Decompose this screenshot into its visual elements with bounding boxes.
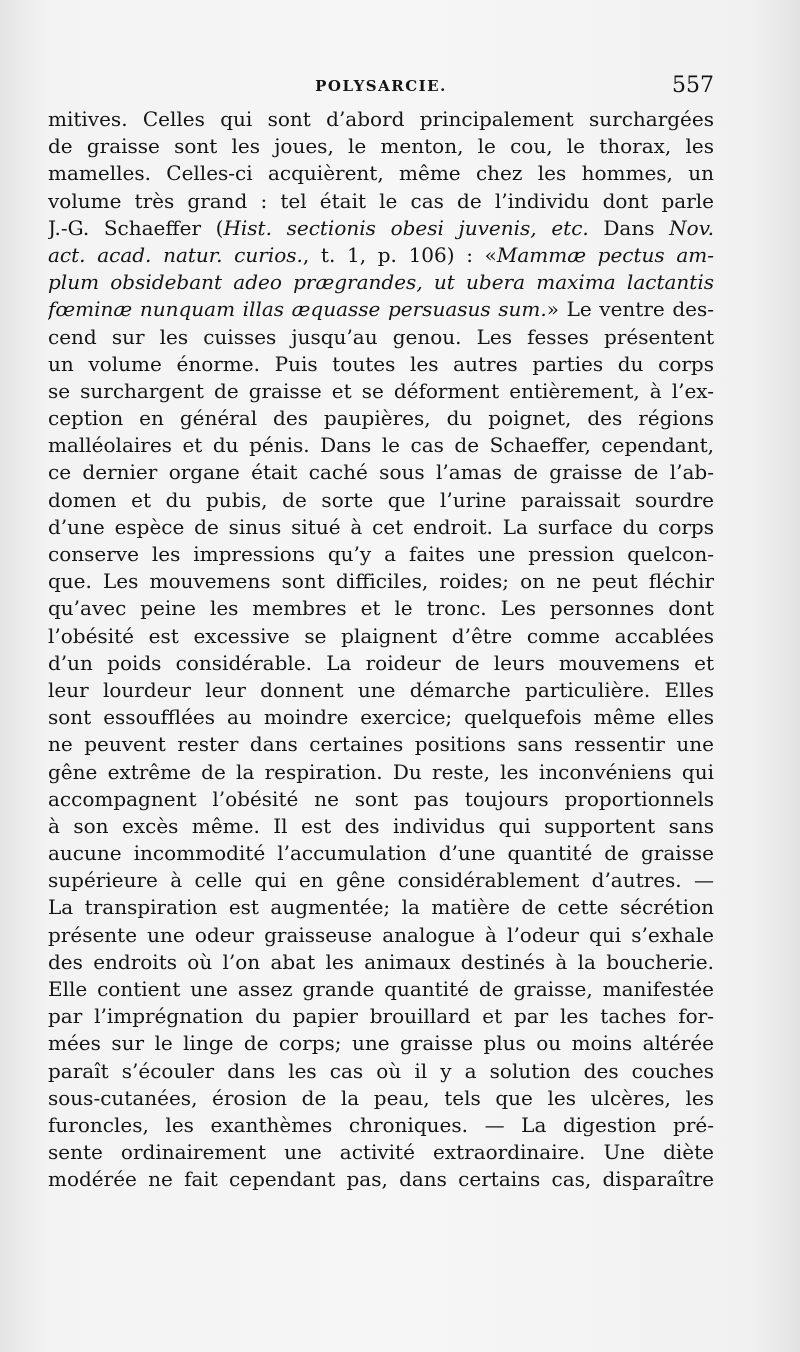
text-line [48, 215, 714, 242]
text-segment: leur lourdeur leur donnent une démarche particulière. Elles [48, 677, 714, 702]
text-line [48, 269, 714, 296]
text-segment: ne peuvent rester dans certaines positions sans ressentir une [48, 732, 714, 757]
italic-text-segment: act. acad. natur. curios. [48, 242, 303, 267]
text-segment: Elle contient une assez grande quantité de graisse, manifestée [48, 977, 714, 1001]
text-line [48, 459, 714, 486]
text-line [48, 1112, 714, 1139]
text-line [48, 405, 714, 432]
text-segment: aucune incommodité l’accumulation d’une quantité de graisse [48, 841, 714, 866]
text-segment: J.-G. Schaeffer ( [48, 215, 224, 240]
text-line [48, 1030, 714, 1057]
italic-text-segment: Nov. [669, 215, 714, 240]
text-line [48, 188, 714, 215]
text-line [48, 160, 714, 187]
italic-text-segment: Hist. sectionis obesi juvenis, etc. [223, 215, 589, 240]
text-line [48, 922, 714, 949]
text-line [48, 541, 714, 568]
text-line [48, 296, 714, 323]
text-segment: La transpiration est augmentée; la matière de cette sécrétion [48, 895, 714, 920]
italic-text-segment: Mammæ pectus am- [496, 242, 714, 267]
text-line [48, 759, 714, 786]
text-segment: malléolaires et du pénis. Dans le cas de Schaeffer, cependant, [48, 433, 714, 458]
text-segment: supérieure à celle qui en gêne considérablement d’autres. — [48, 868, 714, 893]
text-segment: paraît s’écouler dans les cas où il y a solution des couches [48, 1058, 714, 1083]
body-text [48, 106, 714, 1194]
text-segment: ce dernier organe était caché sous l’amas de graisse de l’ab- [48, 460, 714, 485]
text-segment: l’obésité est excessive se plaignent d’être comme accablées [48, 623, 714, 648]
text-segment: » Le ventre des- [546, 297, 714, 322]
text-line [48, 378, 714, 405]
text-segment: qu’avec peine les membres et le tronc. Les personnes dont [48, 596, 714, 621]
text-line [48, 242, 714, 269]
text-segment: mées sur le linge de corps; une graisse plus ou moins altérée [48, 1031, 714, 1056]
page-header [48, 73, 714, 103]
text-line [48, 133, 714, 160]
text-line [48, 1166, 714, 1193]
text-line [48, 1003, 714, 1030]
text-line [48, 650, 714, 677]
text-segment: que. Les mouvemens sont difficiles, roides; on ne peut fléchir [48, 569, 714, 594]
text-line [48, 976, 714, 1003]
text-segment: des endroits où l’on abat les animaux destinés à la boucherie. [48, 949, 714, 974]
text-line [48, 677, 714, 704]
text-line [48, 813, 714, 840]
text-segment: gêne extrême de la respiration. Du reste, les inconvéniens qui [48, 759, 714, 784]
italic-text-segment: fœminæ nunquam illas æquasse persuasus sum. [48, 297, 547, 322]
running-title: POLYSARCIE. [315, 77, 447, 95]
text-line [48, 623, 714, 650]
text-segment: présente une odeur graisseuse analogue à l’odeur qui s’exhale [48, 922, 714, 947]
text-line [48, 704, 714, 731]
text-line [48, 867, 714, 894]
text-line [48, 568, 714, 595]
text-line [48, 595, 714, 622]
text-segment: sous-cutanées, érosion de la peau, tels que les ulcères, les [48, 1085, 714, 1110]
italic-text-segment: plum obsidebant adeo prægrandes, ut ubera maxima lactantis [48, 270, 714, 295]
text-segment: accompagnent l’obésité ne sont pas toujours proportionnels [48, 786, 714, 811]
text-line [48, 731, 714, 758]
text-line [48, 949, 714, 976]
text-segment: mitives. Celles qui sont d’abord principalement surchargées [48, 107, 714, 131]
text-line [48, 840, 714, 867]
text-line [48, 106, 714, 133]
text-segment: sont essoufflées au moindre exercice; quelquefois même elles [48, 705, 714, 730]
text-line [48, 487, 714, 514]
text-segment: furoncles, les exanthèmes chroniques. — La digestion pré- [48, 1112, 714, 1137]
text-segment: domen et du pubis, de sorte que l’urine paraissait sourdre [48, 487, 714, 512]
text-segment: par l’imprégnation du papier brouillard et par les taches for- [48, 1004, 714, 1029]
text-line [48, 514, 714, 541]
text-line [48, 894, 714, 921]
text-segment: de graisse sont les joues, le menton, le cou, le thorax, les [48, 134, 714, 159]
text-segment: d’un poids considérable. La roideur de leurs mouvemens et [48, 650, 714, 675]
text-segment: conserve les impressions qu’y a faites une pression quelcon- [48, 542, 714, 566]
text-segment: volume très grand : tel était le cas de l’individu dont parle [48, 188, 714, 213]
text-line [48, 351, 714, 378]
text-line [48, 1139, 714, 1166]
text-segment: un volume énorme. Puis toutes les autres parties du corps [48, 351, 714, 376]
text-segment: , t. 1, p. 106) : « [302, 242, 497, 267]
text-segment: ception en général des paupières, du poignet, des régions [48, 406, 714, 431]
text-segment: Dans [588, 215, 670, 240]
text-segment: sente ordinairement une activité extraordinaire. Une diète [48, 1140, 714, 1165]
text-line [48, 1058, 714, 1085]
text-line [48, 1085, 714, 1112]
text-line [48, 786, 714, 813]
text-segment: modérée ne fait cependant pas, dans certains cas, disparaître [48, 1167, 714, 1192]
text-segment: d’une espèce de sinus situé à cet endroit. La surface du corps [48, 514, 714, 539]
text-segment: se surchargent de graisse et se déforment entièrement, à l’ex- [48, 378, 714, 403]
page-number: 557 [672, 73, 714, 98]
text-line [48, 324, 714, 351]
text-segment: cend sur les cuisses jusqu’au genou. Les fesses présentent [48, 324, 714, 349]
text-segment: à son excès même. Il est des individus qui supportent sans [48, 813, 714, 838]
text-line [48, 432, 714, 459]
text-segment: mamelles. Celles-ci acquièrent, même chez les hommes, un [48, 161, 714, 186]
